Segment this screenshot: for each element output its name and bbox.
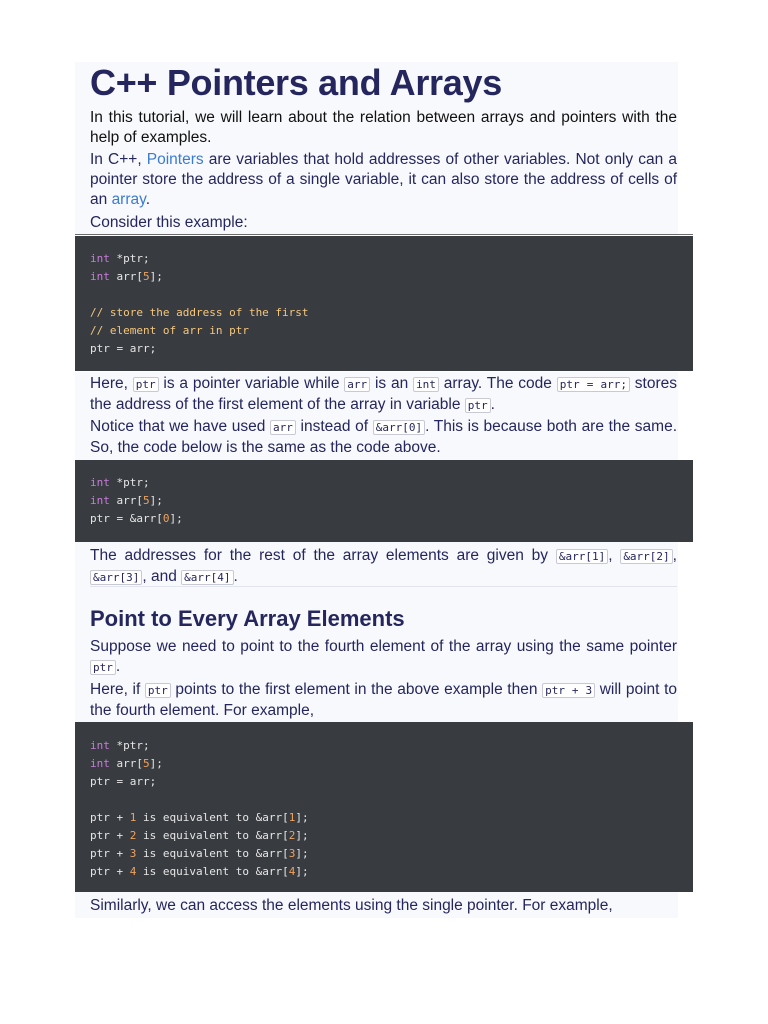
inline-code: &arr[2] xyxy=(620,549,672,564)
inline-code-ptr: ptr xyxy=(465,398,491,413)
text: points to the first element in the above example then xyxy=(170,681,543,698)
intro-paragraph: In this tutorial, we will learn about the relation between arrays and pointers with the help of examples. xyxy=(90,109,677,146)
pointers-link[interactable]: Pointers xyxy=(146,151,204,168)
inline-code-ptr: ptr xyxy=(133,377,159,392)
code-line: int *ptr; xyxy=(90,739,150,752)
inline-code-ptr: ptr xyxy=(90,660,116,675)
code-line: int *ptr; xyxy=(90,476,150,489)
here-paragraph xyxy=(90,374,677,416)
section-divider xyxy=(90,586,677,587)
pointers-paragraph xyxy=(90,150,677,210)
addresses-paragraph: The addresses for the rest of the array elements are given by &arr[1] , &arr[2] , &arr[3] , and &arr[4] . xyxy=(90,547,677,585)
inline-code-int: int xyxy=(413,377,439,392)
code-line: ptr + 3 is equivalent to &arr[3]; xyxy=(90,847,309,860)
code-block-2 xyxy=(75,460,693,542)
code-line: ptr = arr; xyxy=(90,342,157,355)
inline-code-assign: ptr = arr; xyxy=(557,377,630,392)
inline-code-arr: arr xyxy=(270,420,296,435)
notice-paragraph xyxy=(90,417,677,458)
similarly-paragraph: Similarly, we can access the elements using the single pointer. For example, xyxy=(90,897,613,914)
code-block-3 xyxy=(75,722,693,892)
text: Here, if xyxy=(90,681,145,698)
text: array. The code xyxy=(438,375,557,392)
text: . xyxy=(490,396,495,413)
code-line: ptr + 4 is equivalent to &arr[4]; xyxy=(90,865,309,878)
code-line: int arr[5]; xyxy=(90,494,163,507)
text: In C++, xyxy=(90,151,147,168)
text: . xyxy=(145,191,151,208)
text: is a pointer variable while xyxy=(158,375,345,392)
array-link[interactable]: array xyxy=(111,191,146,208)
code-line-blank xyxy=(90,286,678,304)
code-comment: // element of arr in ptr xyxy=(90,324,249,337)
section-heading: Point to Every Array Elements xyxy=(90,606,405,631)
text: are variables that hold addresses of other variables. Not only can a pointer store the address of a single variable, it can also store the address of cells of an xyxy=(90,151,677,208)
code-line: ptr + 1 is equivalent to &arr[1]; xyxy=(90,811,309,824)
code-line: ptr = &arr[0]; xyxy=(90,512,183,525)
text: . This is because both are the same. So, the code below is the same as the code above. xyxy=(90,418,678,456)
code-line: ptr = arr; xyxy=(90,775,157,788)
code-line: ptr + 2 is equivalent to &arr[2]; xyxy=(90,829,309,842)
code-line: int arr[5]; xyxy=(90,757,163,770)
text: Here, xyxy=(90,375,133,392)
code-line-blank xyxy=(90,791,678,809)
code-line: int *ptr; xyxy=(90,252,150,265)
inline-code-arr0: &arr[0] xyxy=(373,420,425,435)
text: stores the address of the first element of the array in variable xyxy=(90,375,677,413)
consider-paragraph: Consider this example: xyxy=(90,214,248,231)
code-line: int arr[5]; xyxy=(90,270,163,283)
inline-code: &arr[1] xyxy=(556,549,608,564)
inline-code-ptr-plus-3: ptr + 3 xyxy=(542,683,595,698)
code-comment: // store the address of the first xyxy=(90,306,309,319)
text: instead of xyxy=(295,418,373,435)
suppose-paragraph: Suppose we need to point to the fourth element of the array using the same pointer ptr . xyxy=(90,638,677,675)
text: will point to the fourth element. For example, xyxy=(90,681,678,719)
inline-code-arr: arr xyxy=(344,377,370,392)
text: Notice that we have used xyxy=(90,418,271,435)
code-block-1 xyxy=(75,236,693,371)
inline-code: &arr[3] xyxy=(90,570,142,585)
points-paragraph xyxy=(90,680,677,721)
code-top-border xyxy=(75,234,693,235)
text: Suppose we need to point to the fourth element of the array using the same pointer xyxy=(90,638,677,655)
text: The addresses for the rest of the array elements are given by xyxy=(90,547,556,564)
text: is an xyxy=(370,375,414,392)
inline-code-ptr: ptr xyxy=(145,683,171,698)
page-title: C++ Pointers and Arrays xyxy=(90,62,502,103)
inline-code: &arr[4] xyxy=(181,570,233,585)
